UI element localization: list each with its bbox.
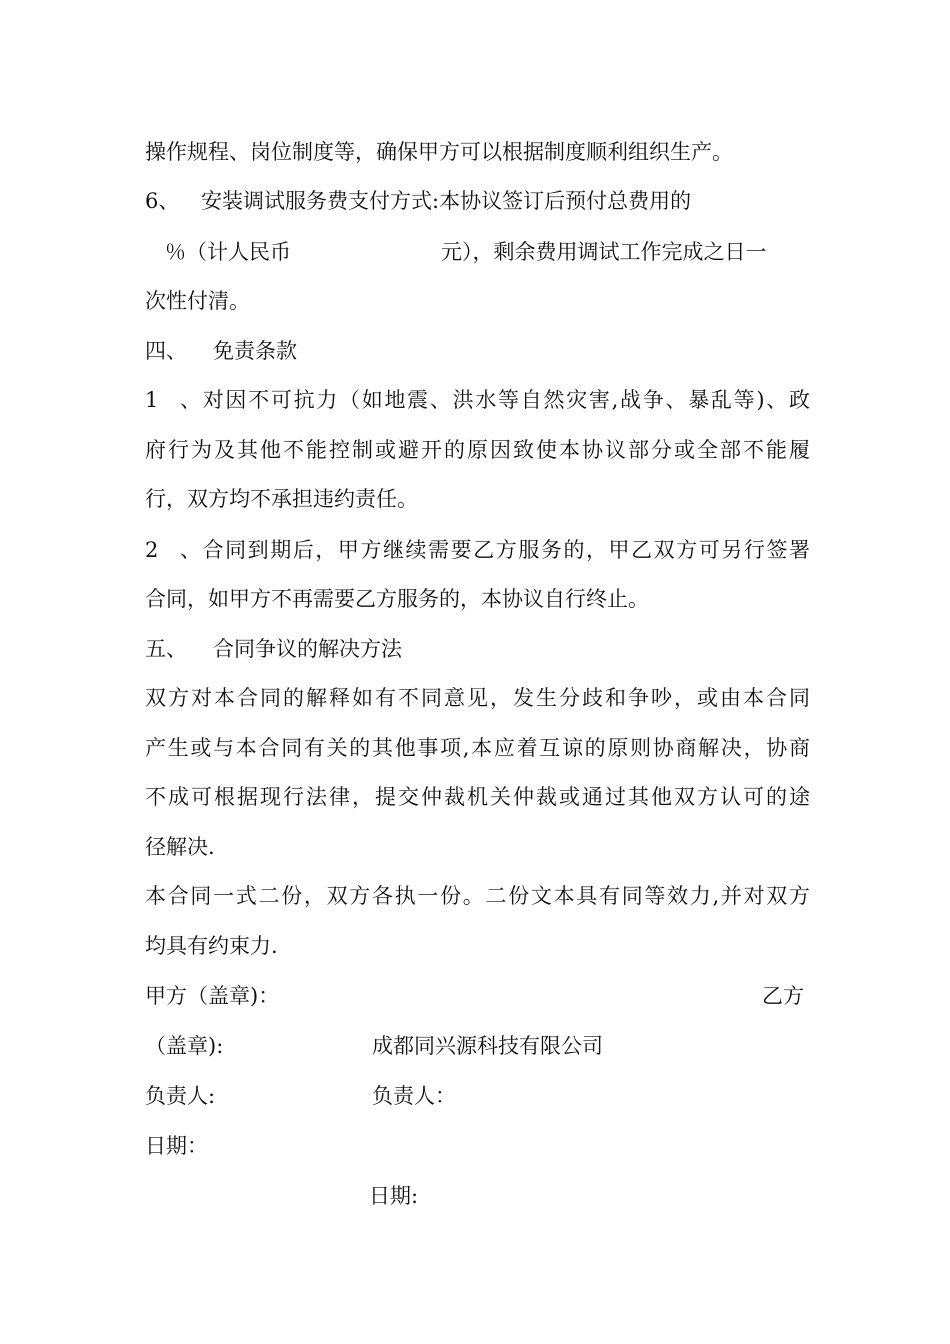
- paragraph-line: 次性付清。: [145, 289, 250, 313]
- list-item-2: [145, 535, 810, 565]
- section-number: 五、: [145, 637, 187, 661]
- section-heading-4: [145, 336, 810, 366]
- paragraph-line: 行，双方均不承担违约责任。: [145, 487, 418, 511]
- party-b-responsible: 负责人：: [372, 1084, 456, 1108]
- section-number: 四、: [145, 339, 187, 363]
- list-item-text: 合同到期后，甲方继续需要乙方服务的，甲乙双方可另行签署: [201, 538, 810, 562]
- party-a-responsible: 负责人:: [145, 1084, 216, 1108]
- section-heading-5: [145, 634, 810, 664]
- party-a-label: 甲方（盖章)：: [145, 984, 280, 1008]
- section-title: 免责条款: [213, 339, 297, 363]
- paragraph-line: 合同，如甲方不再需要乙方服务的，本协议自行终止。: [145, 587, 649, 611]
- party-a-date: 日期：: [145, 1134, 208, 1158]
- paragraph-line: 双方对本合同的解释如有不同意见，发生分歧和争吵，或由本合同: [145, 686, 810, 710]
- paragraph-line: 均具有约束力.: [145, 934, 278, 958]
- paragraph-line: 产生或与本合同有关的其他事项,本应着互谅的原则协商解决，协商: [145, 736, 810, 760]
- paragraph-line: 径解决.: [145, 835, 215, 859]
- paragraph-line: 府行为及其他不能控制或避开的原因致使本协议部分或全部不能履: [145, 438, 810, 462]
- list-item-1: [145, 385, 810, 415]
- company-name: 成都同兴源科技有限公司: [372, 1034, 603, 1058]
- seal-label: （盖章):: [145, 1034, 224, 1058]
- list-number: 1、: [145, 388, 201, 412]
- paragraph-line: 不成可根据现行法律，提交仲裁机关仲裁或通过其他双方认可的途: [145, 785, 810, 809]
- list-item-6: [145, 186, 810, 216]
- party-b-date: 日期:: [369, 1184, 419, 1208]
- amount-text: 元），剩余费用调试工作完成之日一: [441, 240, 767, 264]
- list-item-text: 对因不可抗力（如地震、洪水等自然灾害,战争、暴乱等)、政: [201, 388, 810, 412]
- list-number: 2、: [145, 538, 201, 562]
- list-item-text: 安装调试服务费支付方式:本协议签订后预付总费用的: [201, 189, 692, 213]
- percent-text: ％（计人民币: [165, 240, 291, 264]
- section-title: 合同争议的解决方法: [213, 637, 402, 661]
- paragraph-line: 操作规程、岗位制度等，确保甲方可以根据制度顺利组织生产。: [145, 140, 733, 164]
- list-number: 6、: [145, 189, 180, 213]
- paragraph-line: 本合同一式二份，双方各执一份。二份文本具有同等效力,并对双方: [145, 884, 810, 908]
- party-b-label: 乙方: [762, 984, 804, 1008]
